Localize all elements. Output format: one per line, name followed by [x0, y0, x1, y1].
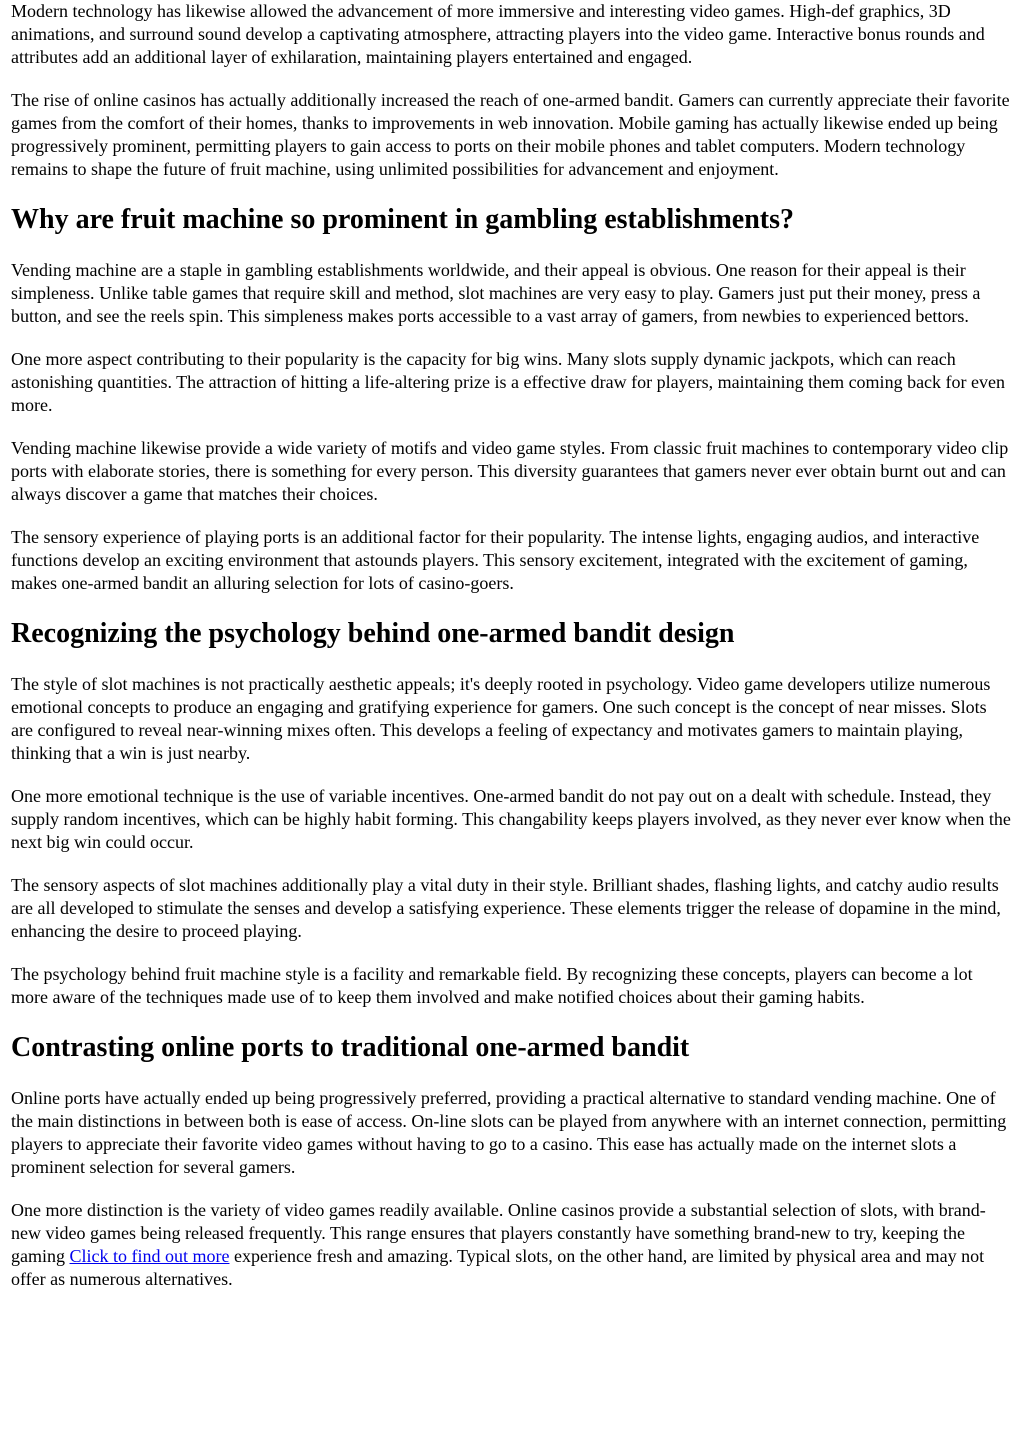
paragraph: The sensory aspects of slot machines additionally play a vital duty in their style. Brilliant shades, flashing lights, and catchy audio results are all developed to stimulate the senses and develop a satisfying experience. These elements trigger the release of dopamine in the mind, enhancing the desire to proceed playing.	[11, 875, 1001, 941]
paragraph-with-link	[11, 1199, 1013, 1291]
section-heading: Recognizing the psychology behind one-armed bandit design	[11, 618, 735, 649]
section-heading: Contrasting online ports to traditional one-armed bandit	[11, 1032, 690, 1063]
paragraph: Modern technology has likewise allowed the advancement of more immersive and interesting video games. High-def graphics, 3D animations, and surround sound develop a captivating atmosphere, attracting players into the video game. Interactive bonus rounds and attributes add an additional layer of exhilaration, maintaining players entertained and engaged.	[11, 1, 985, 67]
paragraph: The psychology behind fruit machine style is a facility and remarkable field. By recognizing these concepts, players can become a lot more aware of the techniques made use of to keep them involved and make notified choices about their gaming habits.	[11, 964, 973, 1007]
paragraph-text: One more distinction is the variety of video games readily available. Online casinos provide a substantial selection of slots, with brand-new video games being released frequently. This range ensures that players constantly have something brand-new to try, keeping the gaming	[11, 1200, 986, 1266]
paragraph: Vending machine are a staple in gambling establishments worldwide, and their appeal is obvious. One reason for their appeal is their simpleness. Unlike table games that require skill and method, slot machines are very easy to play. Gamers just put their money, press a button, and see the reels spin. This simpleness makes ports accessible to a vast array of gamers, from newbies to experienced bettors.	[11, 260, 981, 326]
section-heading: Why are fruit machine so prominent in gambling establishments?	[11, 204, 795, 235]
find-out-more-link[interactable]: Click to find out more	[69, 1246, 230, 1266]
paragraph: One more emotional technique is the use of variable incentives. One-armed bandit do not pay out on a dealt with schedule. Instead, they supply random incentives, which can be highly habit forming. This changability keeps players involved, as they never ever know when the next big win could occur.	[11, 786, 1011, 852]
paragraph: The style of slot machines is not practically aesthetic appeals; it's deeply rooted in psychology. Video game developers utilize numerous emotional concepts to produce an engaging and gratifying experience for gamers. One such concept is the concept of near misses. Slots are configured to reveal near-winning mixes often. This develops a feeling of expectancy and motivates gamers to maintain playing, thinking that a win is just nearby.	[11, 674, 991, 763]
paragraph: Online ports have actually ended up being progressively preferred, providing a practical alternative to standard vending machine. One of the main distinctions in between both is ease of access. On-line slots can be played from anywhere with an internet connection, permitting players to appreciate their favorite video games without having to go to a casino. This ease has actually made on the internet slots a prominent selection for several gamers.	[11, 1088, 1007, 1177]
paragraph: Vending machine likewise provide a wide variety of motifs and video game styles. From classic fruit machines to contemporary video clip ports with elaborate stories, there is something for every person. This diversity guarantees that gamers never ever obtain burnt out and can always discover a game that matches their choices.	[11, 438, 1009, 504]
paragraph: One more aspect contributing to their popularity is the capacity for big wins. Many slots supply dynamic jackpots, which can reach astonishing quantities. The attraction of hitting a life-altering prize is a effective draw for players, maintaining them coming back for even more.	[11, 349, 1006, 415]
paragraph: The rise of online casinos has actually additionally increased the reach of one-armed bandit. Gamers can currently appreciate their favorite games from the comfort of their homes, thanks to improvements in web innovation. Mobile gaming has actually likewise ended up being progressively prominent, permitting players to gain access to ports on their mobile phones and tablet computers. Modern technology remains to shape the future of fruit machine, using unlimited possibilities for advancement and enjoyment.	[11, 90, 1010, 179]
paragraph-text: experience fresh and amazing. Typical slots, on the other hand, are limited by physical area and may not offer as numerous alternatives.	[11, 1246, 985, 1289]
paragraph: The sensory experience of playing ports is an additional factor for their popularity. The intense lights, engaging audios, and interactive functions develop an exciting environment that astounds players. This sensory excitement, integrated with the excitement of gaming, makes one-armed bandit an alluring selection for lots of casino-goers.	[11, 527, 980, 593]
